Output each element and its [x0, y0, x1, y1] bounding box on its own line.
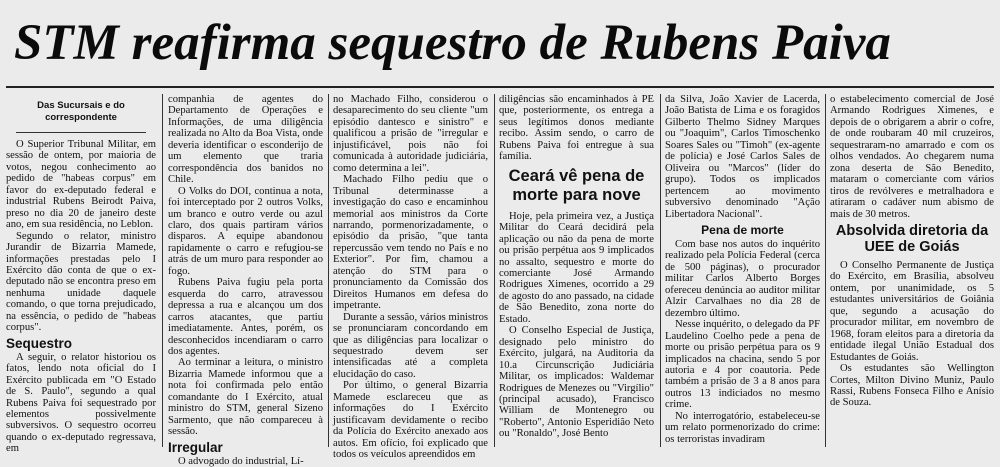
paragraph: companhia de agentes do Departamento de Operações e Informações, de uma diligência realizada no Alto da Boa Vista, onde deveria identificar o esconderijo de um elemento que traria correspondência dos banidos no Chile. — [168, 94, 323, 186]
paragraph: A seguir, o relator historiou os fatos, lendo nota oficial do I Exército publicada em "O Estado de S. Paulo", segundo a qual Rubens Paiva foi sequestrado por elementos possivelmente subversivos. O sequestro ocorreu quando o ex-deputado regressava, em — [6, 351, 156, 455]
headline-rule — [6, 86, 994, 88]
paragraph: Hoje, pela primeira vez, a Justiça Militar do Ceará decidirá pela aplicação ou não da pena de morte ou prisão perpétua aos 9 implicados no assalto, sequestro e morte do comerciante José Armando Rodrigues Ximenes, ocorrido a 29 de agosto do ano passado, na cidade de São Benedito, zona norte do Estado. — [499, 210, 654, 325]
subheadline-uee-goias: Absolvida diretoria da UEE de Goiás — [835, 222, 989, 256]
subheading-sequestro: Sequestro — [6, 335, 73, 351]
paragraph: O Volks do DOI, continua a nota, foi interceptado por 2 outros Volks, um branco e outro verde ou azul claro, dos quais partiram vários disparos. A equipe abandonou rapidamente o carro e refugiou-se atrás de um muro para responder ao fogo. — [168, 185, 323, 277]
column-divider — [494, 94, 495, 447]
byline-rule — [16, 132, 146, 133]
paragraph: Nesse inquérito, o delegado da PF Laudelino Coelho pede a pena de morte ou prisão perpétua para os 9 implicados na chacina, sendo 5 por autoria e 4 por coautoria. Pede também a prisão de 3 a 8 anos para outros 13 indiciados no mesmo crime. — [665, 319, 820, 411]
paragraph: O Conselho Permanente de Justiça do Exército, em Brasília, absolveu ontem, por unanimidade, os 5 estudantes universitários de Goiânia que, segundo a acusação do procurador militar, em novembro de 1968, foram eleitos para a diretoria da entidade ilegal União Estadual dos Estudantes de Goiás. — [830, 259, 994, 363]
paragraph: diligências são encaminhados à PE que, posteriormente, os entrega a seus legítimos donos mediante recibo. Assim sendo, o carro de Rubens Paiva foi entregue à sua família. — [499, 94, 654, 163]
paragraph: O advogado do industrial, Lí- — [178, 455, 304, 467]
headline: STM reafirma sequestro de Rubens Paiva — [14, 15, 891, 71]
subheadline-ceara: Ceará vê pena de morte para nove — [508, 166, 645, 205]
paragraph: no Machado Filho, considerou o desaparecimento do seu cliente "um episódio dantesco e sinistro" e qualificou a prisão de "irregular e injustificável, pois não foi comunicada à autoridade judiciária, como determina a lei". — [333, 94, 488, 174]
paragraph: Durante a sessão, vários ministros se pronunciaram concordando em que as diligências para localizar o sequestrado devem ser intensificadas até a completa elucidação do caso. — [333, 311, 488, 380]
paragraph: O Superior Tribunal Militar, em sessão de ontem, por maioria de votos, negou conhecimento ao pedido de "habeas corpus" em favor do ex-deputado federal e industrial Rubens Beirodt Paiva, preso no dia 20 de janeiro deste ano, em sua residência, no Leblon. — [6, 139, 156, 231]
column-2 — [168, 94, 323, 467]
paragraph: Com base nos autos do inquérito realizado pela Polícia Federal (cerca de 500 páginas), o procurador militar Carlos Alberto Borges ofereceu denúncia ao auditor militar Alzir Carvalhaes no dia 28 de dezembro último. — [665, 238, 820, 319]
paragraph: O Conselho Especial de Justiça, designado pelo ministro do Exército, julgará, na Auditoria da 10.a Circunscrição Judiciária Militar, os implicados: Waldemar Rodrigues de Menezes ou "Virgílio" (principal acusado), Francisco William de Montenegro ou "Roberto", Antonio Esperidião Neto ou "Ronaldo", José Bento — [499, 325, 654, 440]
column-5 — [665, 94, 820, 447]
column-divider — [328, 94, 329, 447]
column-6 — [830, 94, 994, 447]
paragraph: Segundo o relator, ministro Jurandir de Bizarria Mamede, informações prestadas pelo I Exército dão conta de que o ex-deputado não se encontra preso em nenhuma unidade daquele comando, o que torna prejudicado, na essência, o pedido de "habeas corpus". — [6, 230, 156, 334]
column-3 — [333, 94, 488, 461]
subheading-irregular: Irregular — [168, 439, 223, 455]
column-divider — [825, 94, 826, 447]
paragraph: Os estudantes são Wellington Cortes, Milton Divino Muniz, Paulo Rassi, Rubens Fonseca Filho e Anísio de Souza. — [830, 363, 994, 409]
byline: Das Sucursais e do correspondente — [37, 100, 125, 123]
paragraph: da Silva, João Xavier de Lacerda, João Batista de Lima e os foragidos Gilberto Thelmo Sidney Marques ou "Joaquim", Carlos Timoschenko Soares Sales ou "Timoh" (ex-agente de polícia) e José Carlos Sales de Oliveira ou "Marcos" (líder do grupo). Todos os implicados pertencem ao movimento subversivo denominado "Ação Libertadora Nacional". — [665, 94, 820, 220]
subheading-pena-de-morte: Pena de morte — [701, 222, 784, 237]
column-4 — [499, 94, 654, 447]
paragraph: No interrogatório, estabeleceu-se um relato pormenorizado do crime: os terroristas invadiram — [665, 410, 820, 445]
paragraph: Ao terminar a leitura, o ministro Bizarria Mamede informou que a nota foi confirmada pelo então comandante do I Exército, atual ministro do STM, general Sizeno Sarmento, que não compareceu à sessão. — [168, 357, 323, 438]
paragraph: Por último, o general Bizarria Mamede esclareceu que as informações do I Exército justificavam devidamente o recibo da Polícia do Exército anexado aos autos. Em ofício, foi explicado que todos os veículos apreendidos em — [333, 380, 488, 461]
column-divider — [162, 94, 163, 447]
paragraph: Rubens Paiva fugiu pela porta esquerda do carro, atravessou depressa a rua e alcançou um dos carros atacantes, que partiu imediatamente. Antes, porém, os desconhecidos incendiaram o carro dos agentes. — [168, 277, 323, 357]
paragraph: o estabelecimento comercial de José Armando Rodrigues Ximenes, e depois de o obrigarem a abrir o cofre, de onde roubaram 40 mil cruzeiros, sequestraram-no amarrado e com os olhos vendados. Ao chegarem numa zona deserta de São Benedito, mataram o comerciante com vários tiros de revólveres e metralhadora e atiraram o cadáver num abismo de mais de 30 metros. — [830, 94, 994, 220]
paragraph: Machado Filho pediu que o Tribunal determinasse a investigação do caso e encaminhou memorial aos ministros da Corte narrando, pormenorizadamente, o episódio da prisão, "que tanta repercussão vem tendo no País e no Exterior". Por fim, chamou a atenção do STM para o pronunciamento da Comissão dos Direitos Humanos em defesa do impetrante. — [333, 174, 488, 312]
column-divider — [660, 94, 661, 447]
column-1 — [6, 94, 156, 455]
